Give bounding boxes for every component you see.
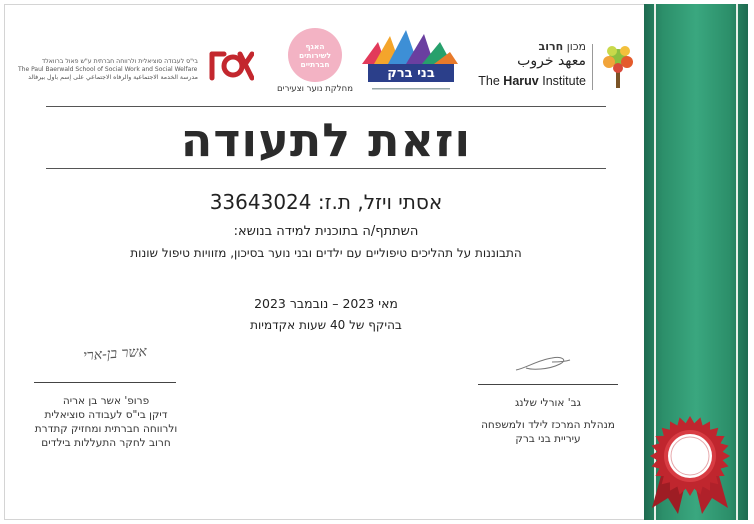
haruv-english-name: Haruv: [503, 74, 539, 88]
program-topic: התבוננות על תהליכים טיפוליים עם ילדים ובני נוער בסיכון, מזוויות טיפול שונות: [130, 246, 522, 260]
youth-badge-line-3: חברתיים: [300, 59, 330, 69]
bnei-brak-name: בני ברק: [387, 66, 435, 81]
program-intro: השתתף/ה בתוכנית למידה בנושא:: [233, 224, 419, 239]
right-signatory: [458, 396, 638, 446]
right-signatory-name: גב' אורלי שלנג: [514, 397, 582, 409]
left-signatory-title-3: חרוב לחקר התעללות בילדים: [41, 437, 171, 449]
left-signatory: [14, 394, 198, 450]
haruv-english-institute: Institute: [542, 74, 586, 88]
left-signature-line: [34, 382, 176, 383]
bgu-hebrew-line: בי"ס לעבודה סוציאלית ולרווחה חברתית ע"ש פאול ברוואלד: [41, 58, 198, 65]
bnei-brak-city-logo-icon: [360, 26, 460, 94]
program-hours: בהיקף של 40 שעות אקדמיות: [250, 318, 402, 332]
bgu-logo-text: [18, 58, 198, 82]
haruv-hebrew-line: [539, 40, 586, 53]
youth-caption: מחלקת נוער וצעירים: [277, 84, 353, 94]
left-handwritten-signature: אשר בן-ארי: [82, 343, 148, 365]
program-dates: מאי 2023 – נובמבר 2023: [254, 296, 398, 311]
haruv-name-hebrew: חרוב: [538, 40, 564, 53]
haruv-tree-icon: [598, 42, 638, 90]
right-handwritten-signature-icon: [512, 350, 572, 376]
left-signatory-title-2: ולרווחה חברתית ומחזיק קתדרת: [34, 423, 178, 435]
haruv-prefix: מכון: [566, 40, 586, 53]
recipient-line: אסתי ויזל, ת.ז: 33643024: [209, 190, 443, 214]
bgu-english-line: The Paul Baerwald School of Social Work and Social Welfare: [18, 66, 198, 73]
left-signatory-title-1: דיקן בי"ס לעבודה סוציאלית: [44, 409, 168, 421]
bgu-arabic-line: مدرسة الخدمة الاجتماعية والرفاه الاجتماعي على إسم باول بيرفالد: [28, 74, 198, 81]
haruv-divider: [592, 44, 593, 90]
haruv-english: [478, 74, 586, 88]
haruv-arabic: معهد خروب: [517, 53, 586, 69]
haruv-english-the: The: [478, 74, 500, 88]
youth-badge-line-2: לשירותים: [298, 50, 332, 60]
right-signatory-title-2: עיריית בני ברק: [515, 433, 581, 445]
right-signatory-title-1: מנהלת המרכז לילד ולמשפחה: [481, 419, 615, 431]
title-divider: [46, 168, 606, 169]
university-emblem-icon: [206, 48, 254, 84]
youth-badge-line-1: האגף: [305, 41, 325, 51]
certificate-title: וזאת לתעודה: [180, 113, 472, 167]
right-signature-line: [478, 384, 618, 385]
left-signatory-name: פרופ' אשר בן אריה: [62, 395, 150, 407]
top-divider: [46, 106, 606, 107]
youth-department-badge: [288, 28, 342, 82]
rosette-seal-icon: [640, 410, 740, 520]
haruv-logo: [470, 40, 586, 94]
